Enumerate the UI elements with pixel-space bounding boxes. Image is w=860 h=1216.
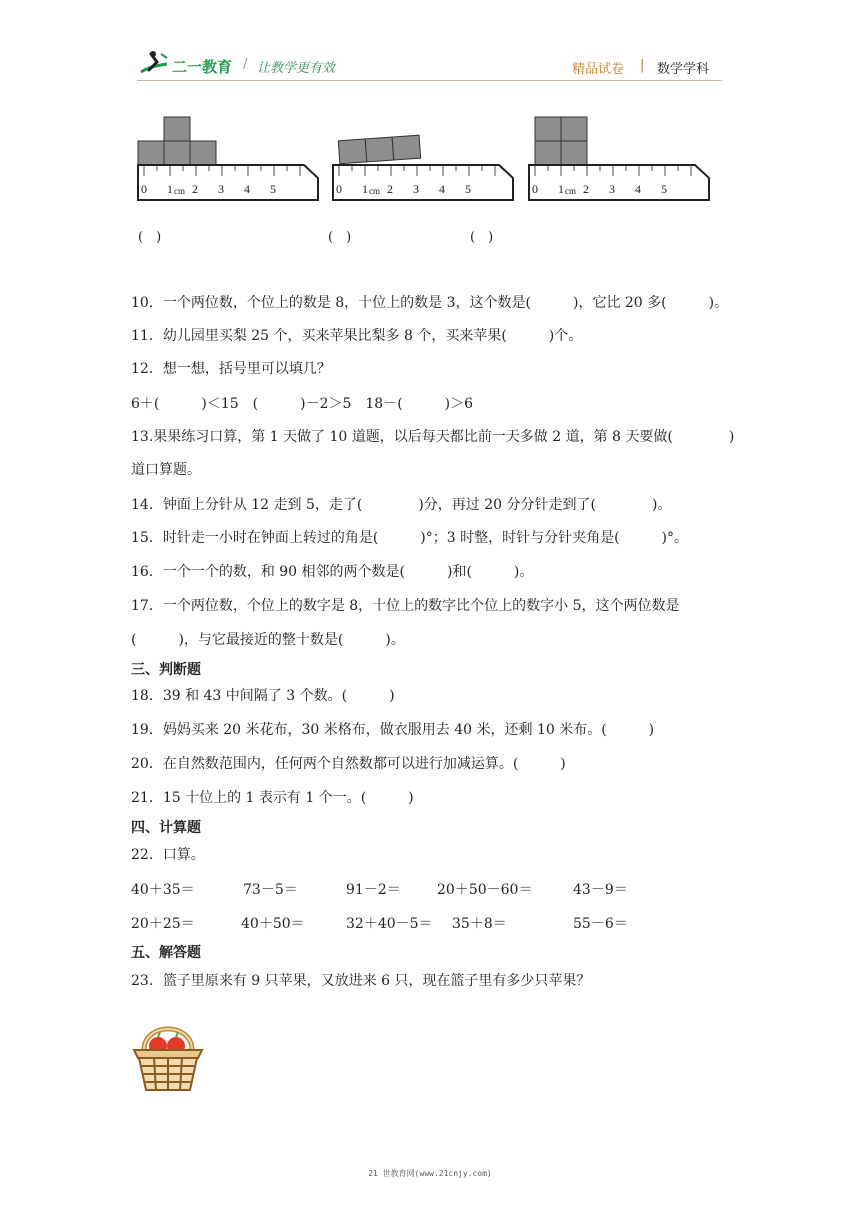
- header-divider: |: [640, 58, 645, 73]
- ruler-tick-label: 2: [583, 182, 589, 196]
- ruler-answer-2: ( ): [328, 230, 352, 245]
- ruler-unit-label: cm: [369, 186, 380, 196]
- ruler-tick-label: 2: [192, 182, 198, 196]
- question-13-line-1: 13.果果练习口算，第 1 天做了 10 道题，以后每天都比前一天多做 2 道，第 8 天要做( ): [131, 429, 735, 445]
- question-23: 23．篮子里原来有 9 只苹果，又放进来 6 只，现在篮子里有多少只苹果？: [131, 973, 591, 989]
- section-judge-title: 三、判断题: [131, 662, 201, 678]
- ruler-tick-label: 4: [635, 182, 641, 196]
- page-footer: 21 世教育网(www.21cnjy.com): [368, 1169, 492, 1178]
- question-16: 16．一个一个的数，和 90 相邻的两个数是( )和( )。: [131, 564, 534, 580]
- question-12-inequalities: 6＋( )＜15 ( )－2＞5 18－( )＞6: [131, 396, 474, 412]
- header-label-right: 数学学科: [657, 62, 710, 77]
- ruler-tick-label: 1: [362, 182, 368, 196]
- ruler-figure-2: [331, 116, 515, 204]
- question-13-line-2: 道口算题。: [131, 462, 201, 478]
- calc-item: 20＋50－60＝: [437, 882, 533, 898]
- ruler-tick-label: 5: [465, 182, 471, 196]
- calc-item: 55－6＝: [573, 916, 628, 932]
- calc-item: 20＋25＝: [131, 916, 195, 932]
- ruler-figure-3: [527, 116, 711, 204]
- calc-item: 40＋35＝: [131, 882, 195, 898]
- question-14: 14．钟面上分针从 12 走到 5，走了( )分，再过 20 分分针走到了( )。: [131, 497, 672, 513]
- ruler-tick-label: 2: [387, 182, 393, 196]
- calc-item: 40＋50＝: [241, 916, 305, 932]
- question-21: 21．15 十位上的 1 表示有 1 个一。( ): [131, 790, 414, 806]
- header-label-left: 精品试卷: [572, 62, 625, 77]
- ruler-unit-label: cm: [565, 186, 576, 196]
- question-18: 18．39 和 43 中间隔了 3 个数。( ): [131, 688, 395, 704]
- ruler-tick-label: 3: [413, 182, 419, 196]
- header-slash: /: [243, 57, 248, 72]
- ruler-tick-label: 0: [532, 182, 538, 196]
- ruler-tick-label: 4: [244, 182, 250, 196]
- ruler-tick-label: 3: [218, 182, 224, 196]
- section-solve-title: 五、解答题: [131, 945, 201, 961]
- question-15: 15．时针走一小时在钟面上转过的角是( )°；3 时整，时针与分针夹角是( )°。: [131, 530, 689, 546]
- ruler-tick-label: 0: [141, 182, 147, 196]
- apple-basket-icon: [132, 1020, 204, 1094]
- logo-icon: [137, 50, 171, 78]
- ruler-tick-label: 1: [558, 182, 564, 196]
- ruler-figure-1: [136, 116, 320, 204]
- calc-item: 43－9＝: [573, 882, 628, 898]
- ruler-answer-1: ( ): [138, 230, 162, 245]
- calc-item: 91－2＝: [346, 882, 401, 898]
- brand-name: 二一教育: [172, 58, 233, 76]
- question-19: 19．妈妈买来 20 米花布，30 米格布，做衣服用去 40 米，还剩 10 米布。( ): [131, 722, 655, 738]
- calc-item: 73－5＝: [243, 882, 298, 898]
- question-11: 11．幼儿园里买梨 25 个，买来苹果比梨多 8 个，买来苹果( )个。: [131, 328, 583, 344]
- ruler-tick-label: 0: [336, 182, 342, 196]
- ruler-tick-label: 1: [167, 182, 173, 196]
- section-calc-title: 四、计算题: [131, 820, 201, 836]
- question-22-title: 22．口算。: [131, 847, 205, 863]
- question-20: 20．在自然数范围内，任何两个自然数都可以进行加减运算。( ): [131, 756, 566, 772]
- ruler-unit-label: cm: [174, 186, 185, 196]
- header-rule: [137, 80, 722, 81]
- ruler-tick-label: 4: [439, 182, 445, 196]
- calc-item: 32＋40－5＝: [346, 916, 433, 932]
- ruler-tick-label: 5: [270, 182, 276, 196]
- ruler-answer-3: ( ): [470, 230, 494, 245]
- question-12: 12．想一想，括号里可以填几？: [131, 361, 331, 377]
- brand-slogan: 让教学更有效: [257, 61, 336, 76]
- question-10: 10．一个两位数，个位上的数是 8，十位上的数是 3，这个数是( )，它比 20 多( )。: [131, 295, 729, 311]
- ruler-tick-label: 3: [609, 182, 615, 196]
- question-17-line-1: 17．一个两位数，个位上的数字是 8，十位上的数字比个位上的数字小 5，这个两位数是: [131, 598, 680, 614]
- ruler-tick-label: 5: [661, 182, 667, 196]
- question-17-line-2: ( )，与它最接近的整十数是( )。: [131, 632, 405, 648]
- calc-item: 35＋8＝: [452, 916, 507, 932]
